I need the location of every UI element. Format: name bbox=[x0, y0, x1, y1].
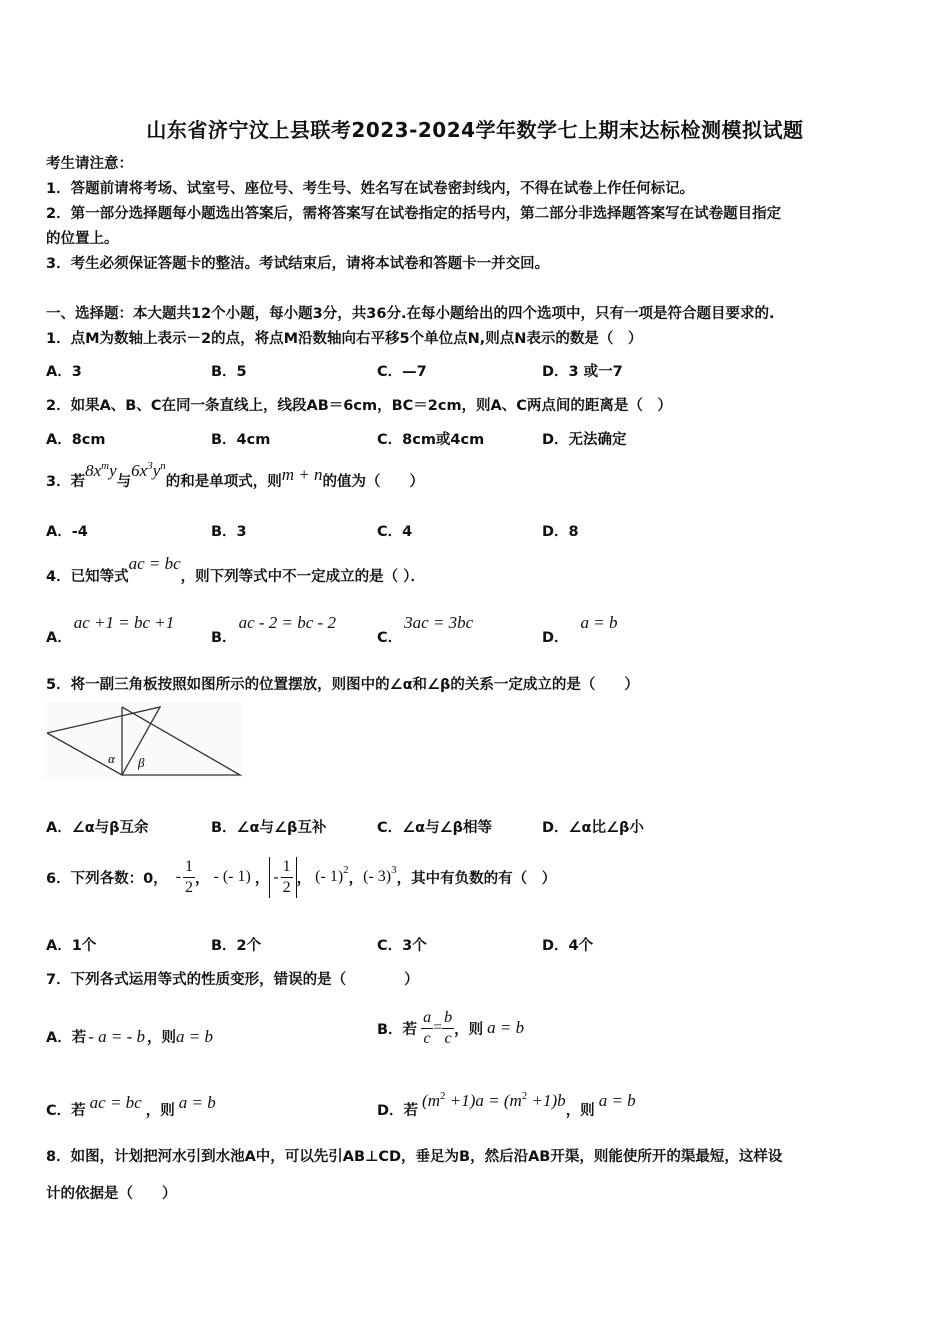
beta-label: β bbox=[138, 755, 145, 770]
q4-option-d: D．a = b bbox=[542, 613, 618, 646]
q7-option-a: A．若 - a = - b ，则a = b bbox=[46, 1027, 214, 1046]
section-heading: 一、选择题：本大题共12个小题，每小题3分，共36分.在每小题给出的四个选项中，只有一项是符合题目要求的. bbox=[46, 306, 775, 322]
q2-option-a: A．8cm bbox=[46, 432, 106, 448]
q5-option-a: A．∠α与β互余 bbox=[46, 820, 149, 836]
q7-option-d: D．若$(m^2 +1)a = (m^2 +1)b$，则a = b bbox=[377, 1090, 636, 1119]
q4-option-a: A．ac +1 = bc +1 bbox=[46, 613, 175, 646]
question-8-line-2: 计的依据是（ ） bbox=[46, 1186, 177, 1202]
q7-option-b: B．若 $\frac{a}{c}$ = $\frac{b}{c}$ ，则 a = b bbox=[377, 1008, 525, 1047]
math-term: $6x^3y^n$ bbox=[131, 460, 166, 480]
notice-item: 的位置上。 bbox=[46, 231, 119, 247]
question-6-stem: 6．下列各数：0， - $\frac{1}{2}$ ， - (- 1) ， - $\frac{1}{2}$ ， (- 1) 2 ， (- 3) 3 ，其中有负数的有（ ） bbox=[46, 857, 557, 896]
notice-item: 2．第一部分选择题每小题选出答案后，需将答案写在试卷指定的括号内，第二部分非选择题答案写在试卷题目指定 bbox=[46, 206, 782, 222]
absolute-value: - $\frac{1}{2}$ bbox=[269, 857, 296, 898]
q6-option-b: B．2个 bbox=[211, 938, 262, 954]
question-2-stem: 2．如果A、B、C在同一条直线上，线段AB＝6cm，BC＝2cm，则A、C两点间的距离是（ ） bbox=[46, 398, 672, 414]
q7-option-c: C．若 ac = bc ，则 a = b bbox=[46, 1093, 216, 1119]
math-expr: ac = bc bbox=[128, 554, 181, 573]
q3-option-b: B．3 bbox=[211, 524, 247, 540]
notice-item: 1．答题前请将考场、试室号、座位号、考生号、姓名写在试卷密封线内，不得在试卷上作任何标记。 bbox=[46, 181, 695, 197]
question-3-stem: 3．若$8x^my$与$6x^3y^n$的和是单项式，则m + n的值为（ ） bbox=[46, 460, 424, 490]
q5-option-d: D．∠α比∠β小 bbox=[542, 820, 644, 836]
q6-option-d: D．4个 bbox=[542, 938, 594, 954]
q4-option-c: C．3ac = 3bc bbox=[377, 613, 474, 646]
fraction: $\frac{1}{2}$ bbox=[185, 857, 194, 896]
math-expr: m + n bbox=[281, 465, 323, 484]
q1-option-c: C．—7 bbox=[377, 364, 427, 380]
alpha-label: α bbox=[108, 751, 115, 766]
page-title: 山东省济宁汶上县联考2023-2024学年数学七上期末达标检测模拟试题 bbox=[146, 118, 804, 142]
q1-option-d: D．3 或一7 bbox=[542, 364, 623, 380]
q6-option-c: C．3个 bbox=[377, 938, 427, 954]
q3-option-d: D．8 bbox=[542, 524, 579, 540]
q5-option-c: C．∠α与∠β相等 bbox=[377, 820, 492, 836]
question-4-stem: 4．已知等式ac = bc，则下列等式中不一定成立的是（ ）． bbox=[46, 554, 425, 585]
question-8-line-1: 8．如图，计划把河水引到水池A中，可以先引AB⊥CD，垂足为B，然后沿AB开渠，则能使所开的渠最短，这样设 bbox=[46, 1149, 783, 1165]
q3-option-a: A．-4 bbox=[46, 524, 88, 540]
q3-option-c: C．4 bbox=[377, 524, 413, 540]
triangle-diagram bbox=[44, 703, 242, 779]
question-7-stem: 7．下列各式运用等式的性质变形，错误的是（ ） bbox=[46, 972, 419, 988]
math-term: $8x^my$ bbox=[85, 460, 117, 480]
q4-option-b: B．ac - 2 = bc - 2 bbox=[211, 613, 336, 646]
q1-option-b: B．5 bbox=[211, 364, 247, 380]
question-1-stem: 1．点M为数轴上表示－2的点，将点M沿数轴向右平移5个单位点N,则点N表示的数是（ ） bbox=[46, 331, 643, 347]
q6-option-a: A．1个 bbox=[46, 938, 97, 954]
q1-option-a: A．3 bbox=[46, 364, 82, 380]
q5-option-b: B．∠α与∠β互补 bbox=[211, 820, 327, 836]
notice-item: 3．考生必须保证答题卡的整洁。考试结束后，请将本试卷和答题卡一并交回。 bbox=[46, 256, 550, 272]
question-5-stem: 5．将一副三角板按照如图所示的位置摆放，则图中的∠α和∠β的关系一定成立的是（ ） bbox=[46, 677, 639, 693]
q2-option-b: B．4cm bbox=[211, 432, 271, 448]
q2-option-c: C．8cm或4cm bbox=[377, 432, 485, 448]
notice-heading: 考生请注意： bbox=[46, 156, 133, 172]
q2-option-d: D．无法确定 bbox=[542, 432, 627, 448]
